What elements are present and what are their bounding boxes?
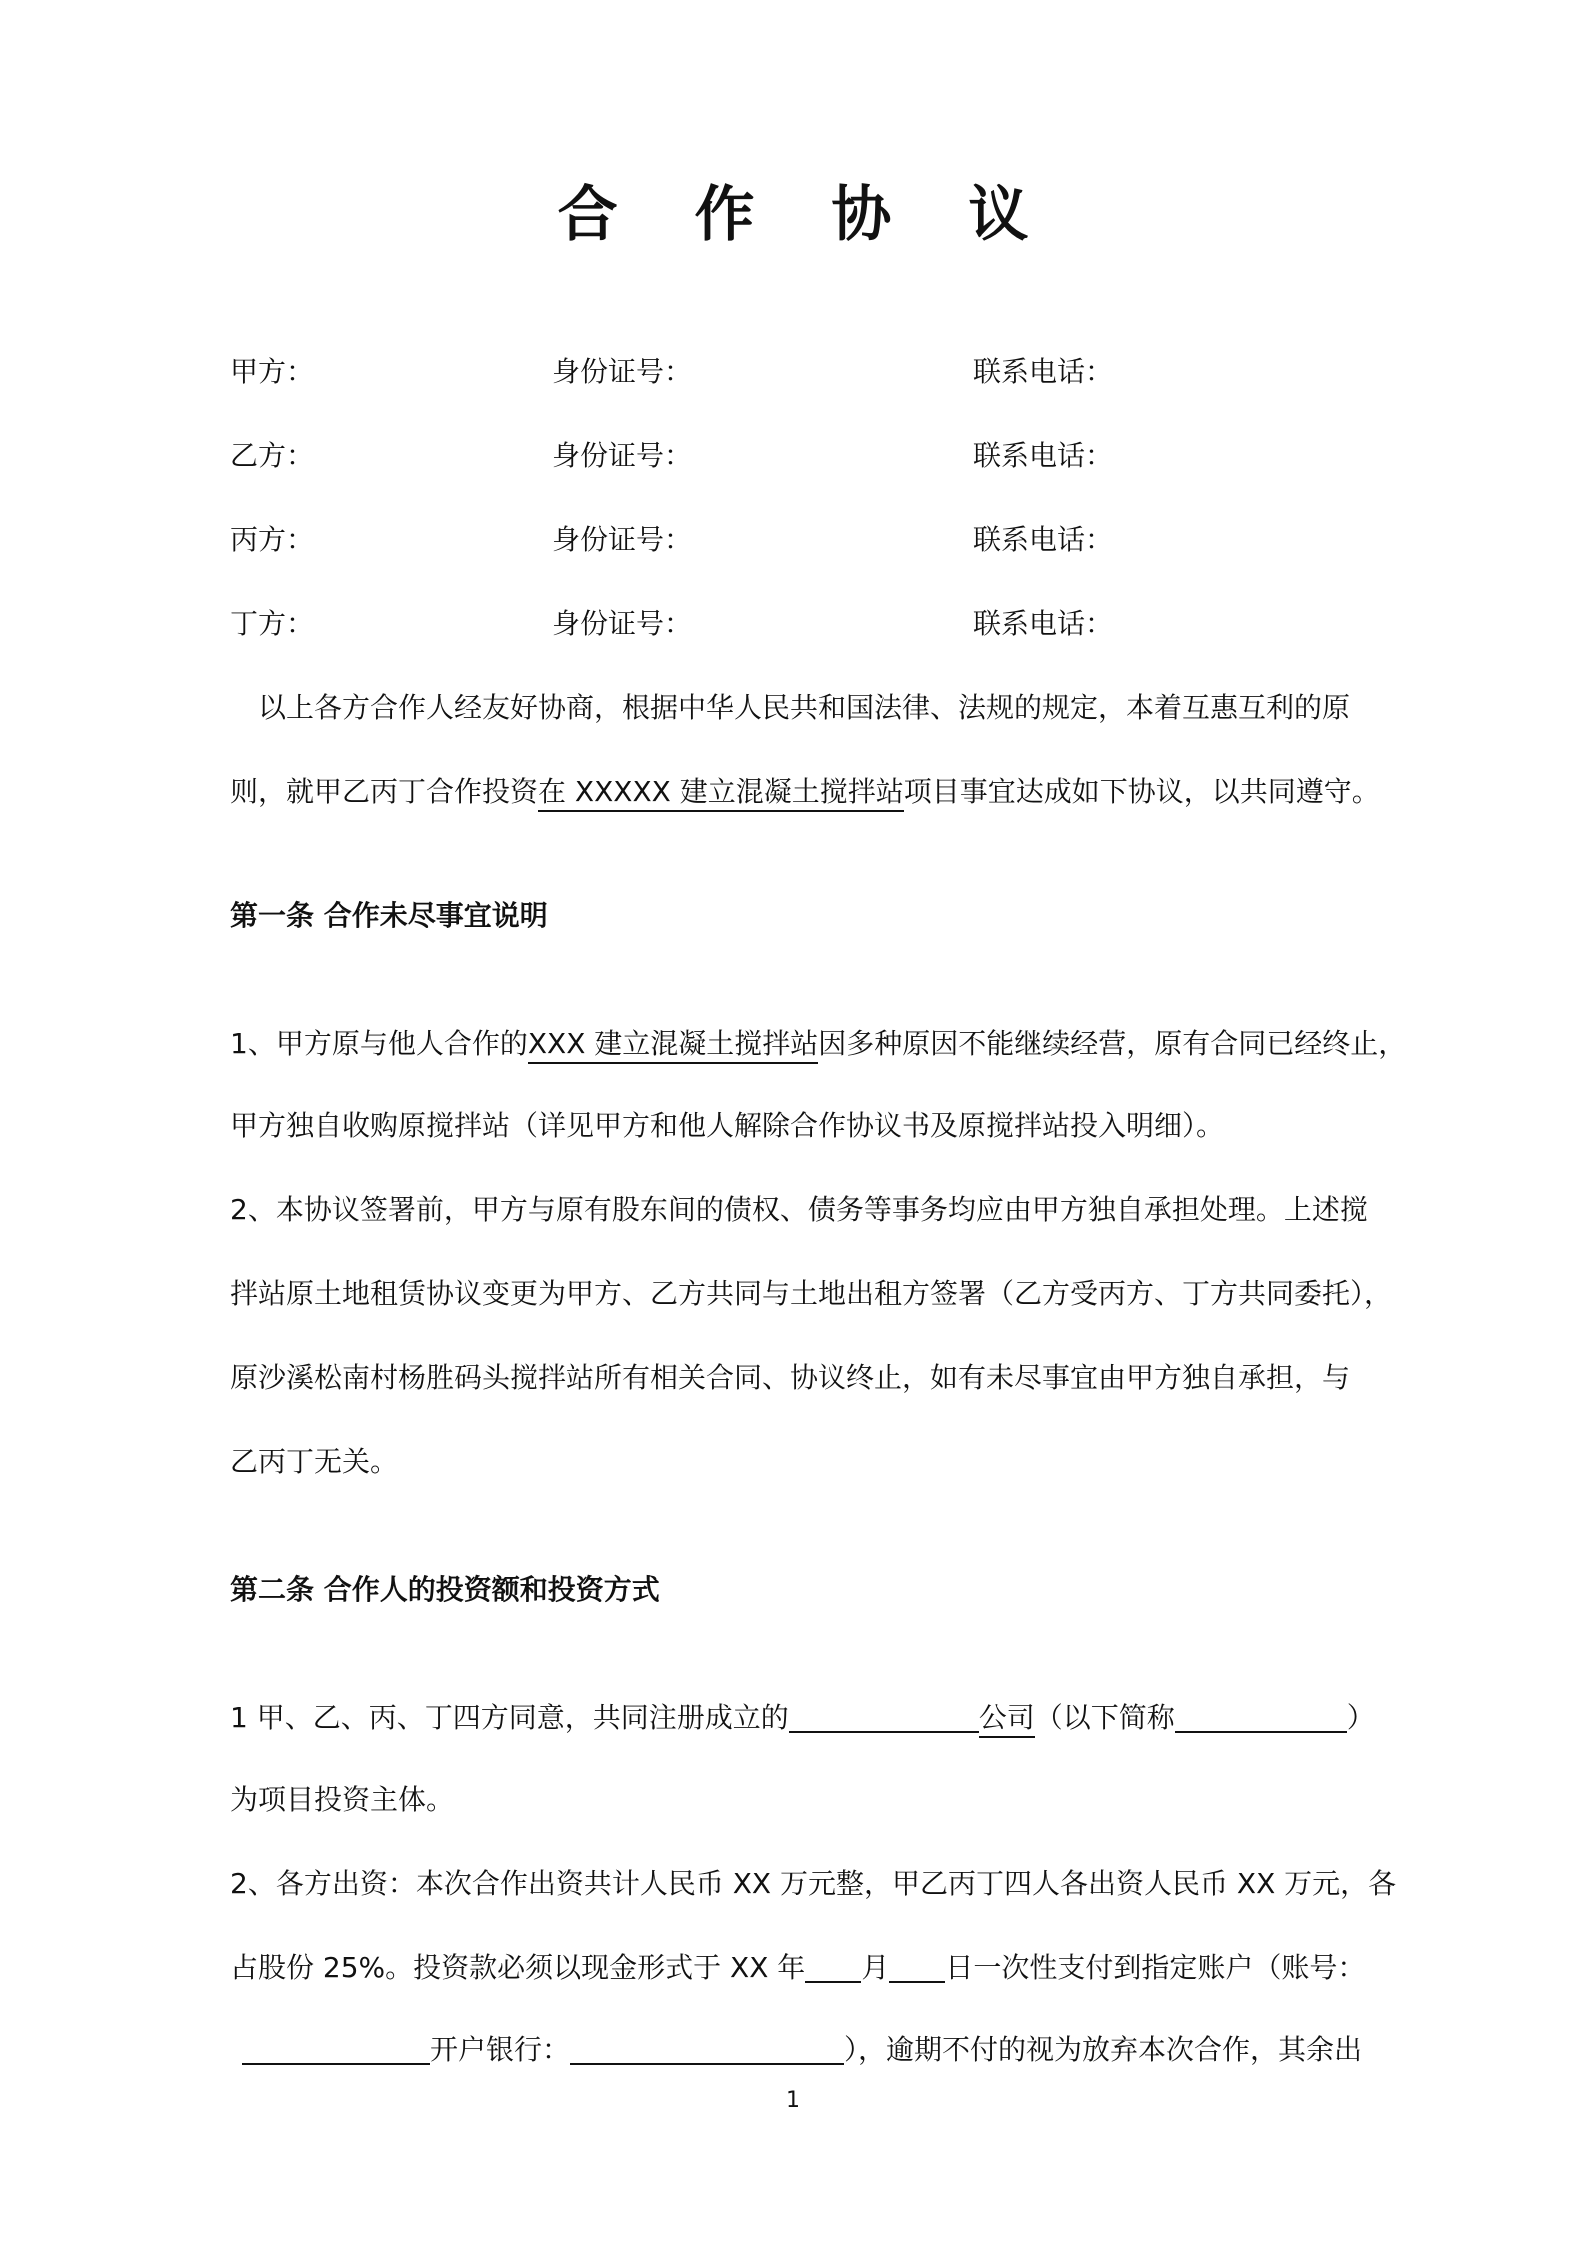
article-1-para-1-line-1 xyxy=(230,1024,1406,1064)
bank-label: 开户银行： xyxy=(430,2033,571,2066)
para-text: 1、甲方原与他人合作的 xyxy=(230,1027,528,1060)
article-2-para-2-line-1: 2、各方出资：本次合作出资共计人民币 XX 万元整，甲乙丙丁四人各出资人民币 XX 万元，各 xyxy=(230,1867,1397,1900)
party-row-bing xyxy=(230,520,1380,560)
id-number-label: 身份证号： xyxy=(552,439,693,472)
page-number: 1 xyxy=(786,2088,800,2113)
party-row-jia xyxy=(230,352,1380,392)
company-name-blank xyxy=(789,1699,979,1733)
month-label: 月 xyxy=(861,1951,890,1984)
intro-text: 项目事宜达成如下协议，以共同遵守。 xyxy=(903,775,1380,808)
party-row-yi xyxy=(230,436,1380,476)
para-text: 因多种原因不能继续经营，原有合同已经终止， xyxy=(818,1027,1407,1060)
intro-line-2 xyxy=(230,772,1380,812)
month-blank xyxy=(805,1949,861,1983)
id-number-label: 身份证号： xyxy=(552,607,693,640)
para-text: 日一次性支付到指定账户（账号： xyxy=(945,1951,1366,1984)
article-2-para-2-line-3 xyxy=(242,2030,1362,2070)
short-name-blank xyxy=(1175,1699,1347,1733)
article-1-heading: 第一条 合作未尽事宜说明 xyxy=(230,899,548,932)
phone-label: 联系电话： xyxy=(973,607,1114,640)
project-name-underlined: 在 XXXXX 建立混凝土搅拌站 xyxy=(538,775,904,812)
party-label: 丁方： xyxy=(230,607,315,640)
party-label: 丙方： xyxy=(230,523,315,556)
id-number-label: 身份证号： xyxy=(552,523,693,556)
id-number-label: 身份证号： xyxy=(552,355,693,388)
phone-label: 联系电话： xyxy=(973,355,1114,388)
company-label: 公司 xyxy=(979,1701,1035,1738)
account-number-blank xyxy=(242,2031,430,2065)
para-text: ），逾期不付的视为放弃本次合作，其余出 xyxy=(844,2033,1363,2066)
intro-text: 则，就甲乙丙丁合作投资 xyxy=(230,775,539,808)
article-2-para-1-line-2: 为项目投资主体。 xyxy=(230,1783,455,1816)
phone-label: 联系电话： xyxy=(973,523,1114,556)
article-1-para-2-line-4: 乙丙丁无关。 xyxy=(230,1445,399,1478)
phone-label: 联系电话： xyxy=(973,439,1114,472)
party-label: 甲方： xyxy=(230,355,315,388)
document-title: 合 作 协 议 xyxy=(557,180,1057,250)
day-blank xyxy=(889,1949,945,1983)
party-label: 乙方： xyxy=(230,439,315,472)
para-text: ） xyxy=(1346,1701,1375,1734)
para-text: 1 甲、乙、丙、丁四方同意，共同注册成立的 xyxy=(230,1701,789,1734)
article-1-para-2-line-1: 2、本协议签署前，甲方与原有股东间的债权、债务等事务均应由甲方独自承担处理。上述搅 xyxy=(230,1193,1368,1226)
station-name-underlined: XXX 建立混凝土搅拌站 xyxy=(528,1027,818,1064)
article-2-para-2-line-2 xyxy=(230,1948,1365,1988)
bank-name-blank xyxy=(570,2031,844,2065)
article-1-para-1-line-2: 甲方独自收购原搅拌站（详见甲方和他人解除合作协议书及原搅拌站投入明细）。 xyxy=(230,1109,1225,1142)
article-1-para-2-line-3: 原沙溪松南村杨胜码头搅拌站所有相关合同、协议终止，如有未尽事宜由甲方独自承担，与 xyxy=(230,1361,1351,1394)
party-row-ding xyxy=(230,604,1380,644)
para-text: 占股份 25%。投资款必须以现金形式于 XX 年 xyxy=(230,1951,806,1984)
article-2-heading: 第二条 合作人的投资额和投资方式 xyxy=(230,1573,660,1606)
intro-line-1: 以上各方合作人经友好协商，根据中华人民共和国法律、法规的规定，本着互惠互利的原 xyxy=(258,691,1351,724)
para-text: （以下简称 xyxy=(1034,1701,1175,1734)
article-1-para-2-line-2: 拌站原土地租赁协议变更为甲方、乙方共同与土地出租方签署（乙方受丙方、丁方共同委托）， xyxy=(230,1277,1393,1310)
article-2-para-1-line-1 xyxy=(230,1698,1375,1738)
